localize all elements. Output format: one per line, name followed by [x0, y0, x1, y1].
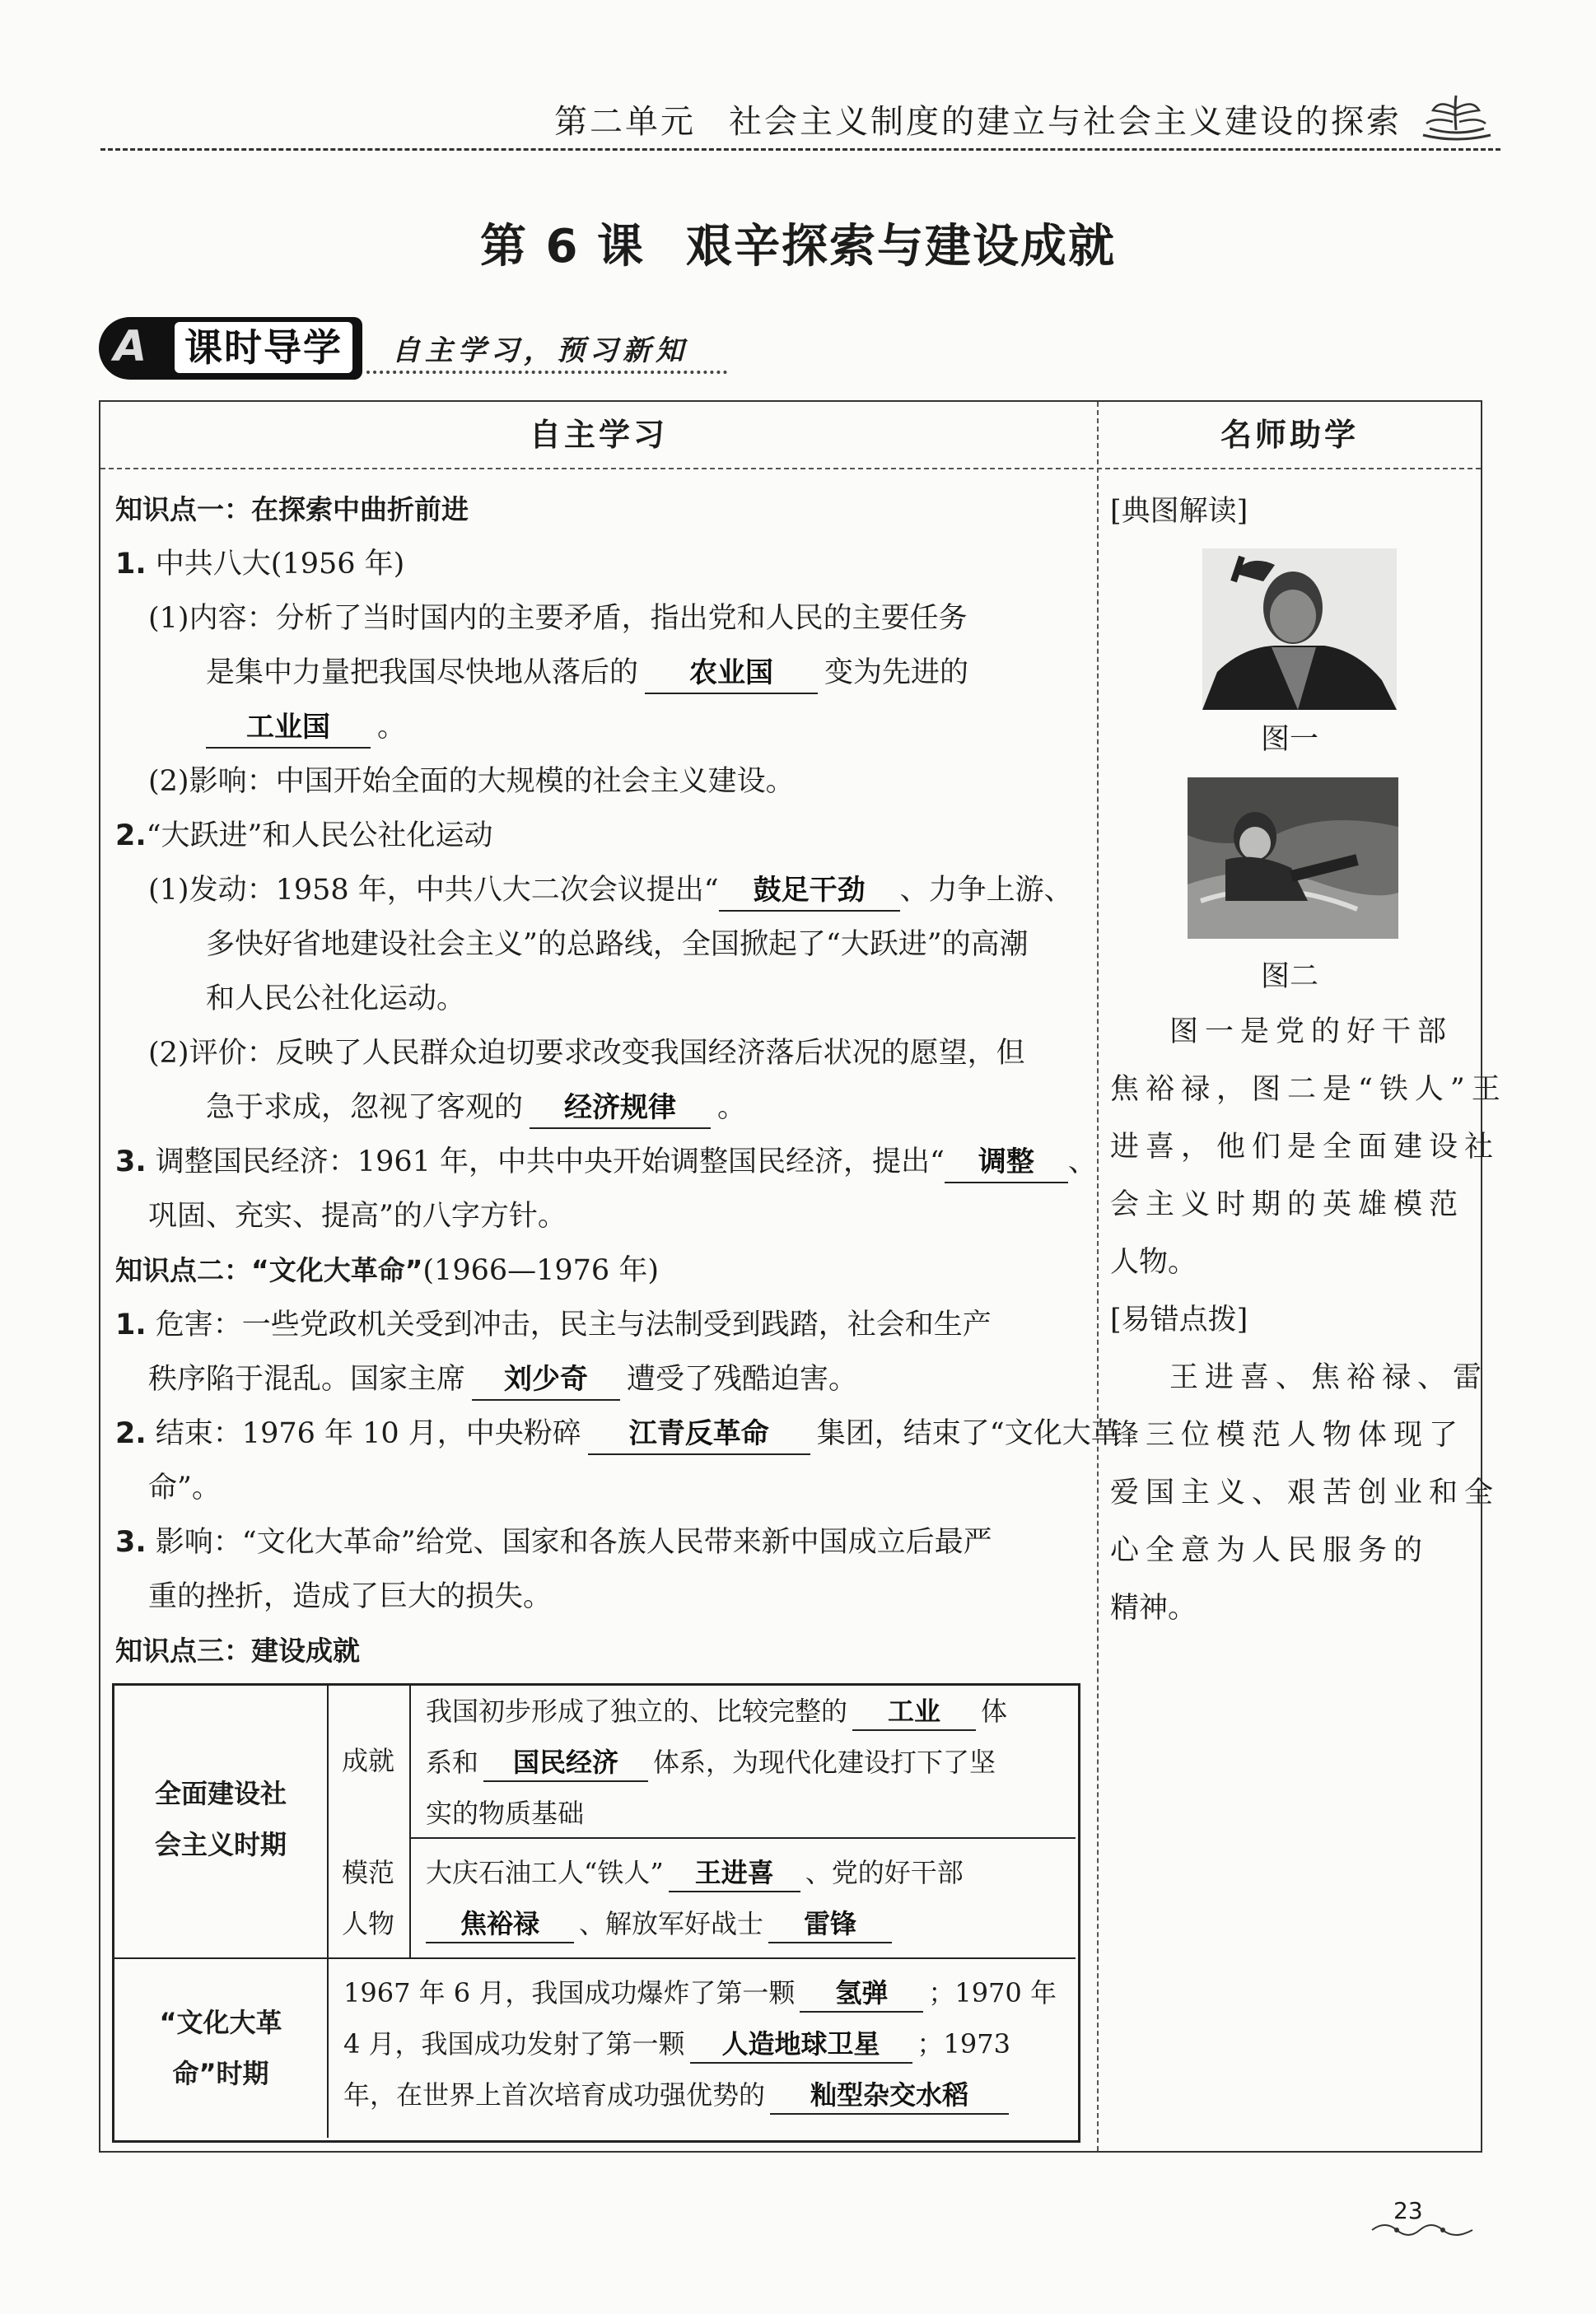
section-letter: A	[114, 322, 147, 371]
section-name: 课时导学	[175, 322, 352, 373]
column-separator	[1097, 402, 1099, 2151]
period-cultural-revolution: “文化大革 命”时期	[159, 2007, 282, 2089]
lesson-number: 第 6 课	[480, 220, 645, 273]
lesson-name: 艰辛探索与建设成就	[685, 220, 1116, 273]
kp1-launch-line: 多快好省地建设社会主义”的总路线，全国掀起了“大跃进”的高潮	[206, 928, 1029, 961]
section-badge	[99, 317, 362, 380]
figure-explanation-line: 图一是党的好干部	[1169, 1015, 1454, 1048]
answer-blank-adjust: 调整	[945, 1142, 1068, 1183]
error-tip-line: 精神。	[1110, 1592, 1197, 1625]
kp2-item-3: 3. 影响：“文化大革命”给党、国家和各族人民带来新中国成立后最严	[115, 1526, 992, 1559]
unit-label: 第二单元	[554, 103, 696, 141]
answer-blank-wang-jinxi: 王进喜	[669, 1854, 800, 1892]
kp1-item-3: 3. 调整国民经济：1961 年，中共中央开始调整国民经济，提出“ 调整 、	[115, 1135, 1084, 1189]
knowledge-point-2-title: 知识点二：“文化大革命”(1966—1976 年)	[115, 1254, 659, 1287]
achievements-content: 我国初步形成了独立的、比较完整的 工业 体 系和 国民经济 体系，为现代化建设打下了坚 实的物质基础	[426, 1686, 1076, 1839]
error-tip-tag: [易错点拨]	[1110, 1304, 1248, 1337]
period-full-construction: 全面建设社 会主义时期	[154, 1778, 287, 1860]
achievements-label: 成就	[341, 1745, 394, 1776]
model-figures-label: 模范 人物	[341, 1857, 394, 1939]
answer-blank-national-economy: 国民经济	[483, 1744, 648, 1782]
answer-blank-economic-law: 经济规律	[530, 1088, 711, 1129]
page-number: 23	[1393, 2197, 1423, 2224]
error-tip-line: 王进喜、焦裕禄、雷	[1169, 1361, 1489, 1394]
answer-blank-agriculture: 农业国	[645, 653, 818, 694]
kp1-launch-line: (1)发动：1958 年，中共八大二次会议提出“ 鼓足干劲 、力争上游、	[115, 863, 1084, 917]
section-subtitle-underline	[366, 371, 727, 374]
lesson-title	[0, 210, 1596, 276]
column-header-self-study: 自主学习	[529, 417, 668, 453]
answer-blank-hybrid-rice: 籼型杂交水稻	[770, 2077, 1009, 2115]
error-tip-line: 锋三位模范人物体现了	[1110, 1419, 1465, 1452]
kp1-item-3-cont: 巩固、充实、提高”的八字方针。	[148, 1200, 567, 1233]
figure-2-photo	[1110, 777, 1469, 950]
page-ornament-icon	[1369, 2220, 1476, 2240]
wang-jinxi-photo-icon	[1110, 777, 1469, 942]
header-divider	[100, 148, 1500, 151]
self-study-column	[115, 483, 1120, 1678]
figure-1-caption: 图一	[1260, 723, 1318, 756]
model-figures-content: 大庆石油工人“铁人” 王进喜 、党的好干部 焦裕禄 、解放军好战士 雷锋	[426, 1847, 1076, 1949]
achievements-table	[112, 1683, 1080, 2143]
figure-explanation-line: 人物。	[1110, 1246, 1197, 1279]
column-header-teacher-help: 名师助学	[1220, 417, 1359, 453]
answer-blank-industry: 工业国	[206, 707, 371, 749]
kp1-launch-line: 和人民公社化运动。	[206, 982, 466, 1015]
answer-blank-liu-shaoqi: 刘少奇	[472, 1360, 620, 1401]
unit-header	[554, 96, 1402, 142]
kp1-effect-line: (2)影响：中国开始全面的大规模的社会主义建设。	[148, 765, 795, 798]
kp2-item-2: 2. 结束：1976 年 10 月，中央粉碎 江青反革命 集团，结束了“文化大革	[115, 1407, 1084, 1461]
error-tip-line: 心全意为人民服务的	[1110, 1534, 1430, 1567]
jiao-yulu-photo-icon	[1110, 548, 1469, 713]
knowledge-point-1-title: 知识点一：在探索中曲折前进	[115, 493, 469, 525]
figure-explanation-line: 进喜，他们是全面建设社	[1110, 1131, 1500, 1164]
kp2-item-1-cont: 秩序陷于混乱。国家主席 刘少奇 遭受了残酷迫害。	[115, 1352, 1084, 1407]
kp1-eval-line: (2)评价：反映了人民群众迫切要求改变我国经济落后状况的愿望，但	[148, 1037, 1025, 1070]
study-table	[99, 400, 1507, 2153]
knowledge-point-3-title: 知识点三：建设成就	[115, 1635, 360, 1667]
answer-blank-lei-feng: 雷锋	[768, 1906, 892, 1943]
figure-explanation-line: 会主义时期的英雄模范	[1110, 1188, 1465, 1221]
kp1-eval-line: 急于求成，忽视了客观的 经济规律 。	[115, 1080, 1084, 1135]
answer-blank-jiang-qing: 江青反革命	[588, 1414, 810, 1455]
cultural-revolution-content: 1967 年 6 月，我国成功爆炸了第一颗 氢弹 ；1970 年 4 月，我国成功发射了第一颗 人造地球卫星 ；1973 年，在世界上首次培育成功强优势的 籼型杂交水稻	[343, 1967, 1076, 2120]
kp1-content-line: (1)内容：分析了当时国内的主要矛盾，指出党和人民的主要任务	[148, 602, 968, 635]
unit-title: 社会主义制度的建立与社会主义建设的探索	[729, 103, 1402, 141]
wheat-decoration-icon	[1415, 92, 1497, 143]
teacher-help-column	[1110, 483, 1507, 1637]
kp1-item-1: 1. 中共八大(1956 年)	[115, 548, 405, 581]
error-tip-line: 爱国主义、艰苦创业和全	[1110, 1477, 1500, 1509]
answer-blank-hydrogen-bomb: 氢弹	[800, 1975, 923, 2013]
section-subtitle: 自主学习，预习新知	[392, 334, 688, 367]
kp1-content-line: 是集中力量把我国尽快地从落后的 农业国 变为先进的	[115, 646, 1084, 700]
kp2-item-3-cont: 重的挫折，造成了巨大的损失。	[148, 1580, 553, 1613]
figure-1-photo	[1110, 548, 1469, 713]
answer-blank-industry-system: 工业	[852, 1693, 976, 1731]
answer-blank-jiao-yulu: 焦裕禄	[426, 1906, 574, 1943]
figure-reading-tag: [典图解读]	[1110, 495, 1248, 528]
figure-explanation-line: 焦裕禄，图二是“铁人”王	[1110, 1073, 1507, 1106]
answer-blank-zugan: 鼓足干劲	[719, 870, 900, 912]
header-separator	[100, 468, 1481, 469]
kp2-item-2-cont: 命”。	[148, 1472, 221, 1505]
answer-blank-satellite: 人造地球卫星	[690, 2026, 912, 2064]
kp1-content-line: 工业国 。	[115, 700, 1084, 754]
kp1-item-2: 2.“大跃进”和人民公社化运动	[115, 819, 493, 852]
kp2-item-1: 1. 危害：一些党政机关受到冲击，民主与法制受到践踏，社会和生产	[115, 1309, 992, 1341]
figure-2-caption: 图二	[1260, 960, 1318, 993]
page-header	[100, 91, 1500, 156]
